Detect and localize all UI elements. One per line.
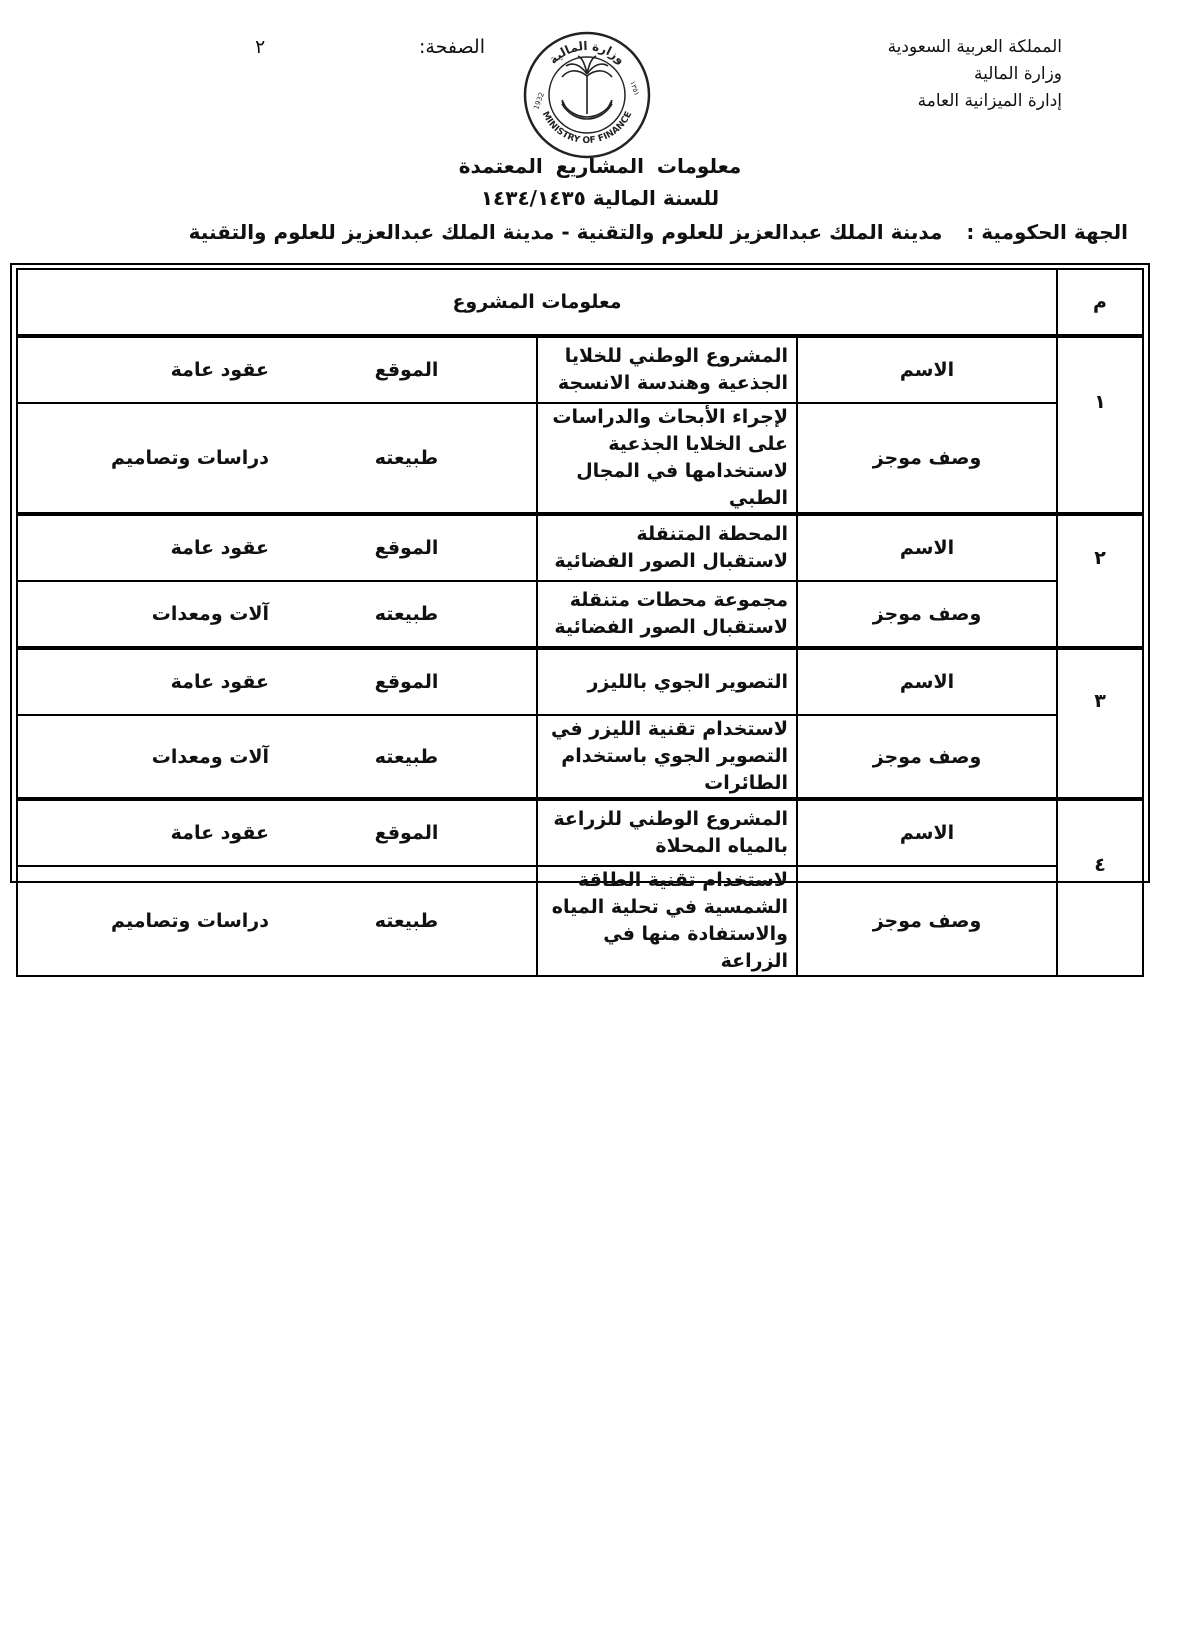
project-index: ٢ bbox=[1057, 514, 1143, 648]
project-index: ٣ bbox=[1057, 648, 1143, 799]
project-name: التصوير الجوي بالليزر bbox=[537, 648, 797, 715]
header-country: المملكة العربية السعودية bbox=[887, 37, 1062, 57]
project-location: عقود عامة bbox=[17, 336, 277, 403]
seal-english-text: MINISTRY OF FINANCE bbox=[539, 110, 635, 147]
name-label: الاسم bbox=[797, 799, 1057, 866]
project-description: مجموعة محطات متنقلة لاستقبال الصور الفضائية bbox=[537, 581, 797, 648]
document-title: معلومات المشاريع المعتمدة bbox=[458, 154, 742, 178]
project-nature: آلات ومعدات bbox=[17, 581, 277, 648]
project-description: لإجراء الأبحاث والدراسات على الخلايا الجذعية لاستخدامها في المجال الطبي bbox=[537, 403, 797, 514]
government-entity bbox=[189, 220, 1128, 244]
page-number: ٢ bbox=[255, 36, 266, 58]
location-label: الموقع bbox=[277, 648, 537, 715]
project-row-name bbox=[17, 799, 1143, 866]
project-row-name bbox=[17, 336, 1143, 403]
project-index: ١ bbox=[1057, 336, 1143, 514]
nature-label: طبيعته bbox=[277, 403, 537, 514]
location-label: الموقع bbox=[277, 514, 537, 581]
project-name: المشروع الوطني للخلايا الجذعية وهندسة الانسجة bbox=[537, 336, 797, 403]
seal-year-left: 1932 bbox=[532, 91, 546, 111]
project-location: عقود عامة bbox=[17, 799, 277, 866]
description-label: وصف موجز bbox=[797, 715, 1057, 799]
project-row-description bbox=[17, 581, 1143, 648]
index-column-header: م bbox=[1057, 269, 1143, 336]
nature-label: طبيعته bbox=[277, 715, 537, 799]
project-description: لاستخدام تقنية الليزر في التصوير الجوي باستخدام الطائرات bbox=[537, 715, 797, 799]
project-nature: دراسات وتصاميم bbox=[17, 403, 277, 514]
projects-table bbox=[16, 268, 1144, 977]
page-label: الصفحة: bbox=[418, 36, 485, 58]
description-label: وصف موجز bbox=[797, 866, 1057, 976]
location-label: الموقع bbox=[277, 799, 537, 866]
name-label: الاسم bbox=[797, 648, 1057, 715]
project-index: ٤ bbox=[1057, 799, 1143, 976]
svg-text:MINISTRY OF FINANCE bbox=[540, 110, 634, 146]
entity-label: الجهة الحكومية : bbox=[966, 220, 1128, 244]
description-label: وصف موجز bbox=[797, 581, 1057, 648]
name-label: الاسم bbox=[797, 336, 1057, 403]
name-label: الاسم bbox=[797, 514, 1057, 581]
fiscal-year: للسنة المالية ١٤٣٤/١٤٣٥ bbox=[480, 186, 720, 210]
header-department: إدارة الميزانية العامة bbox=[917, 91, 1062, 111]
project-row-name bbox=[17, 514, 1143, 581]
project-row-description bbox=[17, 866, 1143, 976]
nature-label: طبيعته bbox=[277, 866, 537, 976]
seal-year-right: ١٣٥١ bbox=[628, 79, 641, 97]
location-label: الموقع bbox=[277, 336, 537, 403]
header-ministry: وزارة المالية bbox=[974, 64, 1062, 84]
description-label: وصف موجز bbox=[797, 403, 1057, 514]
ministry-of-finance-seal bbox=[522, 30, 652, 160]
project-name: المشروع الوطني للزراعة بالمياه المحلاة bbox=[537, 799, 797, 866]
table-header-row bbox=[17, 269, 1143, 336]
project-row-description bbox=[17, 715, 1143, 799]
project-row-name bbox=[17, 648, 1143, 715]
project-location: عقود عامة bbox=[17, 514, 277, 581]
svg-text:وزارة المالية bbox=[546, 39, 628, 67]
ministry-header bbox=[888, 34, 1062, 115]
entity-value: مدينة الملك عبدالعزيز للعلوم والتقنية - مدينة الملك عبدالعزيز للعلوم والتقنية bbox=[188, 220, 943, 244]
nature-label: طبيعته bbox=[277, 581, 537, 648]
project-nature: آلات ومعدات bbox=[17, 715, 277, 799]
project-nature: دراسات وتصاميم bbox=[17, 866, 277, 976]
seal-arabic-text: وزارة المالية bbox=[546, 38, 628, 67]
project-info-header: معلومات المشروع bbox=[17, 269, 1057, 336]
project-row-description bbox=[17, 403, 1143, 514]
project-description: لاستخدام تقنية الطاقة الشمسية في تحلية المياه والاستفادة منها في الزراعة bbox=[537, 866, 797, 976]
project-location: عقود عامة bbox=[17, 648, 277, 715]
palm-and-swords-emblem bbox=[562, 56, 612, 119]
project-name: المحطة المتنقلة لاستقبال الصور الفضائية bbox=[537, 514, 797, 581]
